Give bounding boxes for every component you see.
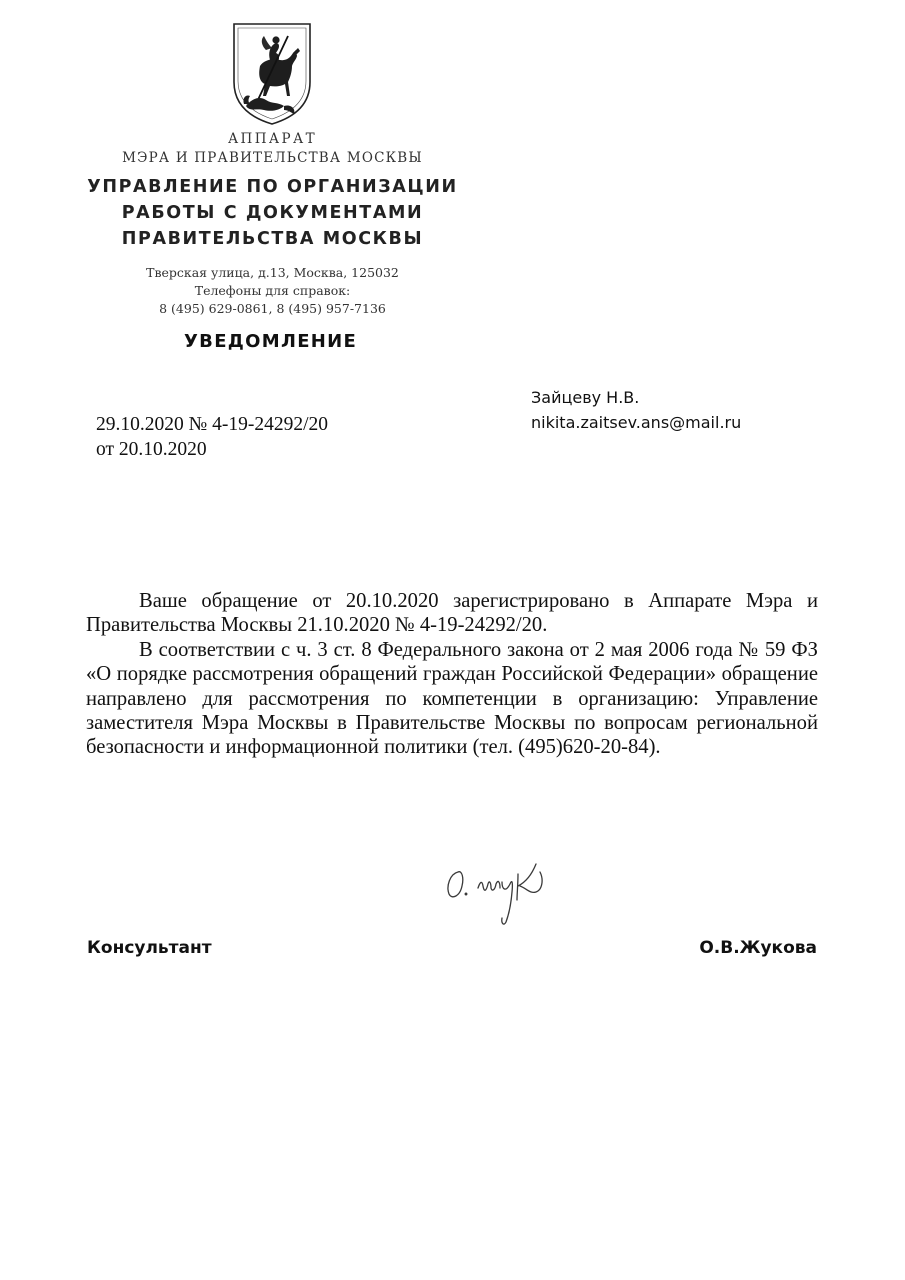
phones-numbers: 8 (495) 629-0861, 8 (495) 957-7136 — [159, 301, 386, 316]
letter-body — [86, 589, 818, 760]
mayor-government-heading: МЭРА И ПРАВИТЕЛЬСТВА МОСКВЫ — [122, 150, 423, 166]
department-title-line-1: УПРАВЛЕНИЕ ПО ОРГАНИЗАЦИИ — [87, 177, 458, 197]
document-title: УВЕДОМЛЕНИЕ — [184, 331, 358, 352]
body-paragraph: В соответствии с ч. 3 ст. 8 Федерального закона от 2 мая 2006 года № 59 ФЗ «О порядке рассмотрения обращений граждан Российской Федерации» обращение направлено для рассмотрения по компетенции в организацию: Управление заместителя Мэра Москвы в Правительстве Москвы по вопросам региональной безопасности и информационной политики (тел. (495)620-20-84). — [86, 638, 818, 759]
department-title-line-2: РАБОТЫ С ДОКУМЕНТАМИ — [121, 203, 424, 223]
coat-of-arms-icon — [230, 20, 314, 126]
registration-number: 29.10.2020 № 4-19-24292/20 — [96, 414, 329, 435]
recipient-email: nikita.zaitsev.ans@mail.ru — [531, 413, 742, 432]
recipient-name: Зайцеву Н.В. — [531, 388, 640, 407]
phones-label: Телефоны для справок: — [194, 283, 351, 298]
department-title-line-3: ПРАВИТЕЛЬСТВА МОСКВЫ — [121, 229, 424, 249]
signatory-role: Консультант — [87, 938, 212, 958]
address-line: Тверская улица, д.13, Москва, 125032 — [146, 265, 399, 280]
apparat-heading: АППАРАТ — [227, 131, 318, 147]
registration-from-date: от 20.10.2020 — [96, 439, 207, 460]
body-paragraph: Ваше обращение от 20.10.2020 зарегистрировано в Аппарате Мэра и Правительства Москвы 21.10.2020 № 4-19-24292/20. — [86, 590, 818, 637]
signature-icon — [440, 852, 575, 942]
signatory-name: О.В.Жукова — [699, 938, 817, 958]
